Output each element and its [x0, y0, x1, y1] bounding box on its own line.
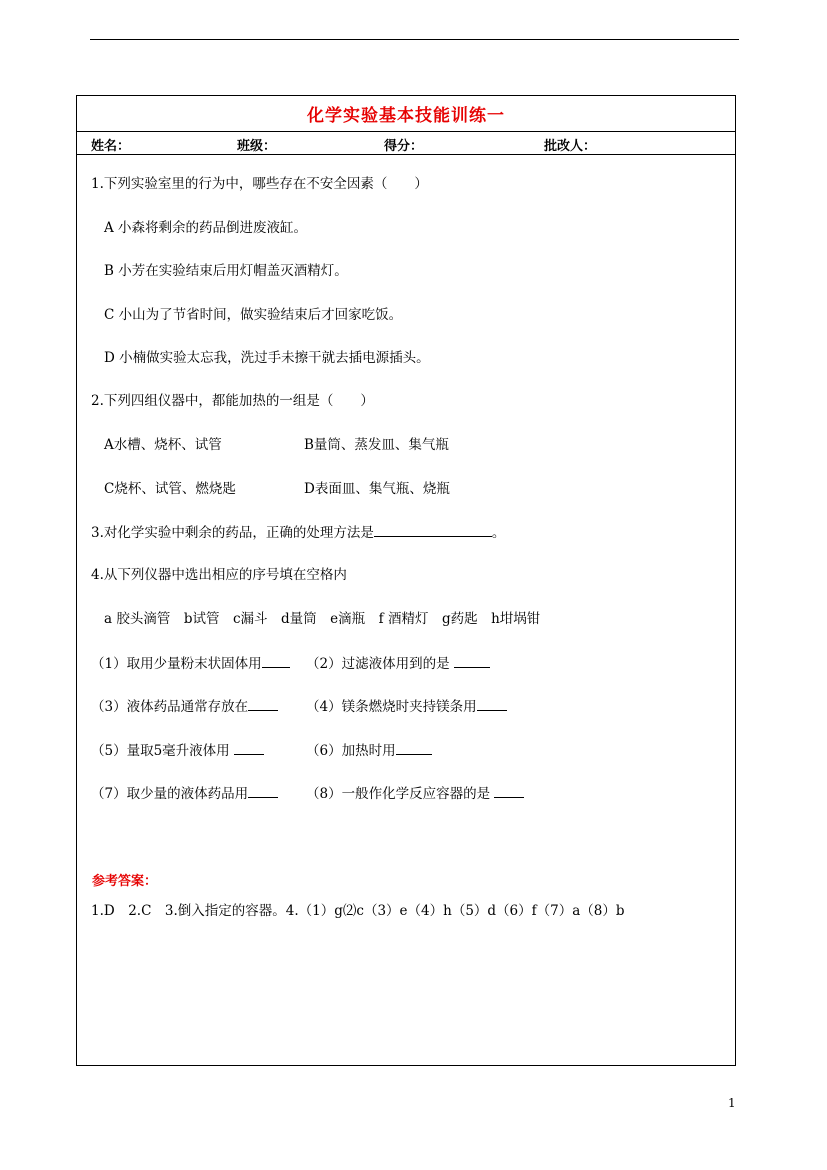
- answer-blank[interactable]: [396, 741, 432, 755]
- question-1-option-d: D 小楠做实验太忘我，洗过手未擦干就去插电源插头。: [104, 350, 430, 366]
- grader-label: 批改人：: [544, 139, 597, 154]
- page-number: 1: [728, 1096, 736, 1110]
- item-3-text: （3）液体药品通常存放在: [91, 699, 249, 715]
- question-1-option-a: A 小森将剩余的药品倒进废液缸。: [104, 220, 308, 236]
- name-label: 姓名：: [91, 139, 131, 154]
- item-8-text: （8）一般作化学反应容器的是: [306, 786, 495, 802]
- worksheet-frame: [76, 95, 736, 1066]
- question-2-option-a: A水槽、烧杯、试管: [104, 437, 222, 453]
- answers-text: 1.D 2.C 3.倒入指定的容器。4.（1）g⑵c（3）e（4）h（5）d（6）f（7）a（8）b: [91, 903, 625, 919]
- answer-blank[interactable]: [262, 654, 290, 668]
- question-4: 4.从下列仪器中选出相应的序号填在空格内: [91, 567, 347, 583]
- question-3-text: 3.对化学实验中剩余的药品，正确的处理方法是: [91, 525, 374, 541]
- answer-blank[interactable]: [494, 784, 524, 798]
- page-title: 化学实验基本技能训练一: [307, 106, 505, 126]
- item-1-text: （1）取用少量粉末状固体用: [91, 656, 262, 672]
- question-4-item-4: [306, 697, 507, 716]
- answer-blank[interactable]: [374, 523, 492, 537]
- answer-blank[interactable]: [477, 697, 507, 711]
- answer-blank[interactable]: [454, 654, 490, 668]
- question-4-item-7: [91, 784, 278, 803]
- item-2-text: （2）过滤液体用到的是: [306, 656, 454, 672]
- answer-blank[interactable]: [248, 697, 278, 711]
- question-4-item-6: [306, 741, 432, 760]
- class-label: 班级：: [237, 139, 277, 154]
- question-1-option-b: B 小芳在实验结束后用灯帽盖灭酒精灯。: [104, 263, 348, 279]
- score-label: 得分：: [384, 139, 424, 154]
- item-7-text: （7）取少量的液体药品用: [91, 786, 249, 802]
- question-4-item-3: [91, 697, 278, 716]
- item-5-text: （5）量取5毫升液体用: [91, 743, 234, 759]
- question-2-option-b: B量筒、蒸发皿、集气瓶: [304, 437, 449, 453]
- question-4-item-5: [91, 741, 264, 760]
- answer-blank[interactable]: [234, 741, 264, 755]
- item-6-text: （6）加热时用: [306, 743, 396, 759]
- answer-blank[interactable]: [248, 784, 278, 798]
- question-4-item-1: [91, 654, 290, 673]
- question-2: 2.下列四组仪器中，都能加热的一组是（ ）: [91, 393, 374, 409]
- question-1: 1.下列实验室里的行为中，哪些存在不安全因素（ ）: [91, 176, 428, 192]
- question-3: [91, 523, 505, 542]
- question-4-options: a 胶头滴管 b试管 c漏斗 d量筒 e滴瓶 f 酒精灯 g药匙 h坩埚钳: [104, 611, 541, 627]
- question-2-option-d: D表面皿、集气瓶、烧瓶: [304, 481, 450, 497]
- item-4-text: （4）镁条燃烧时夹持镁条用: [306, 699, 477, 715]
- header-rule: [90, 39, 739, 40]
- title-row: [77, 96, 735, 132]
- question-3-end: 。: [491, 525, 506, 541]
- question-4-item-8: [306, 784, 524, 803]
- question-2-option-c: C烧杯、试管、燃烧匙: [104, 481, 236, 497]
- question-4-item-2: [306, 654, 490, 673]
- answers-heading: 参考答案：: [92, 874, 158, 889]
- info-row: [77, 132, 735, 155]
- question-1-option-c: C 小山为了节省时间，做实验结束后才回家吃饭。: [104, 307, 403, 323]
